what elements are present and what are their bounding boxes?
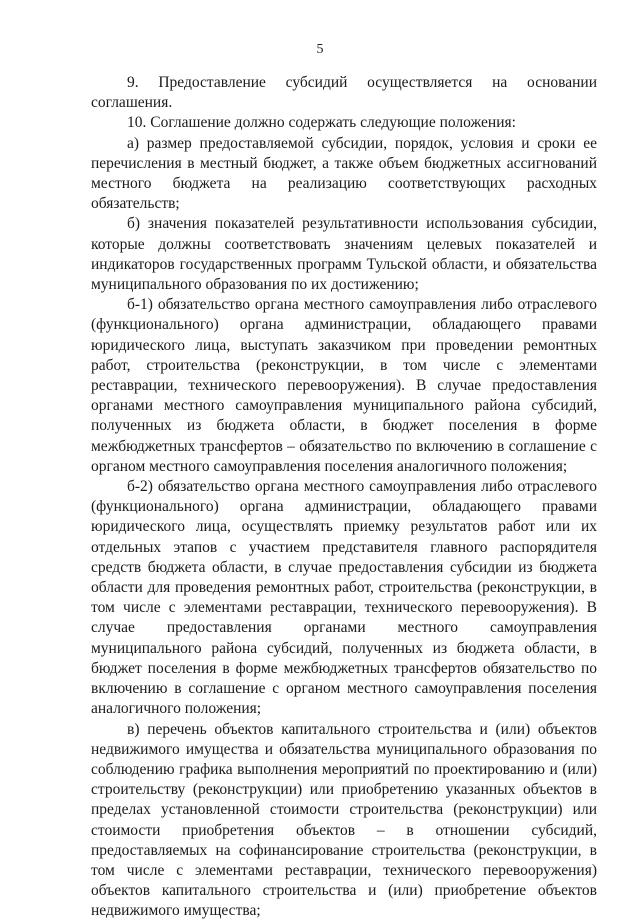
page-number: 5 [316, 42, 324, 57]
paragraph-10-b1: б-1) обязательство органа местного самоуправления либо отраслевого (функционального) органа администрации, обладающего правами юридического лица, выступать заказчиком при проведении ремонтных работ, строительства (реконструкции, в том числе с элементами реставрации, технического перевооружения). В случае предоставления органами местного самоуправления муниципального района субсидий, полученных из бюджета области, в бюджет поселения в форме межбюджетных трансфертов – обязательство по включению в соглашение с органом местного самоуправления поселения аналогичного положения; [91, 296, 597, 475]
paragraph-10-b: б) значения показателей результативности использования субсидии, которые должны соответствовать значениям целевых показателей и индикаторов государственных программ Тульской области, и обязательства муниципального образования по их достижению; [91, 215, 597, 294]
paragraph-10-v: в) перечень объектов капитального строительства и (или) объектов недвижимого имущества и обязательства муниципального образования по соблюдению графика выполнения мероприятий по проектированию и (или) строительству (реконструкции) или приобретению указанных объектов в пределах установленной стоимости строительства (реконструкции) или стоимости приобретения объектов – в отношении субсидий, предоставляемых на софинансирование строительства (реконструкции, в том числе с элементами реставрации, технического перевооружения) объектов капитального строительства и (или) приобретение объектов недвижимого имущества; [91, 720, 597, 920]
paragraph-9: 9. Предоставление субсидий осуществляется на основании соглашения. [91, 74, 597, 112]
document-body [91, 73, 597, 922]
paragraph-10-b2: б-2) обязательство органа местного самоуправления либо отраслевого (функционального) органа администрации, обладающего правами юридического лица, осуществлять приемку результатов работ или их отдельных этапов с участием представителя главного распорядителя средств бюджета области, в случае предоставления субсидии из бюджета области для проведения ремонтных работ, строительства (реконструкции, в том числе с элементами реставрации, технического перевооружения). В случае предоставления органами местного самоуправления муниципального района субсидий, полученных из бюджета области, в бюджет поселения в форме межбюджетных трансфертов обязательство по включению в соглашение с органом местного самоуправления поселения аналогичного положения; [91, 478, 597, 718]
paragraph-10: 10. Соглашение должно содержать следующие положения: [127, 114, 516, 132]
paragraph-10-a: а) размер предоставляемой субсидии, порядок, условия и сроки ее перечисления в местный бюджет, а также объем бюджетных ассигнований местного бюджета на реализацию соответствующих расходных обязательств; [91, 134, 597, 213]
